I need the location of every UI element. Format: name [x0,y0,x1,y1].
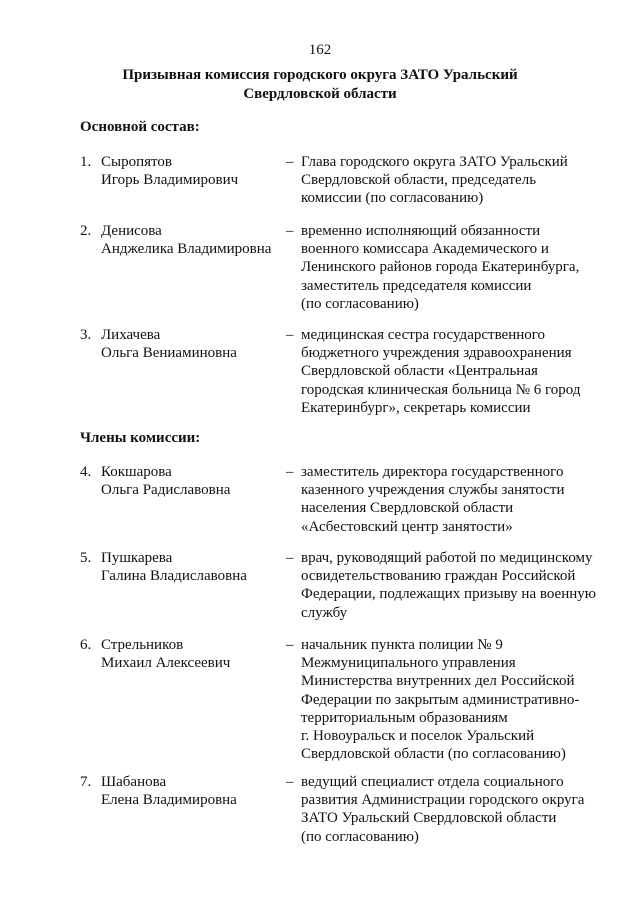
role-line: бюджетного учреждения здравоохранения [301,345,572,362]
dash-separator: – [286,327,294,343]
role-line: территориальным образованиям [301,709,508,726]
dash-separator: – [286,774,294,790]
member-given-names: Игорь Владимирович [101,172,239,189]
role-line: Свердловской области «Центральная [301,363,538,380]
dash-separator: – [286,550,294,566]
member-surname: Денисова [101,223,162,239]
role-line: комиссии (по согласованию) [301,190,484,207]
dash-separator: – [286,637,294,653]
document-title [0,66,640,104]
role-line: городская клиническая больница № 6 город [301,381,581,398]
role-line: службу [301,604,348,621]
role-line: Свердловской области (по согласованию) [301,746,566,763]
role-line: Глава городского округа ЗАТО Уральский [301,154,568,170]
section-heading-members: Члены комиссии: [80,430,201,446]
role-line: (по согласованию) [301,295,419,312]
dash-separator: – [286,154,294,170]
member-name [101,636,291,672]
role-line: Ленинского районов города Екатеринбурга, [301,259,580,276]
role-line: Министерства внутренних дел Российской [301,673,575,690]
role-line: начальник пункта полиции № 9 [301,637,503,653]
member-given-names: Елена Владимировна [101,792,237,809]
role-line: Межмуниципального управления [301,655,516,672]
member-role [301,549,621,622]
member-given-names: Михаил Алексеевич [101,655,231,672]
member-role [301,773,621,846]
member-role [301,153,621,208]
role-line: Федерации по закрытым административно- [301,691,580,708]
role-line: «Асбестовский центр занятости» [301,518,513,535]
role-line: врач, руководящий работой по медицинскому [301,550,593,566]
member-surname: Пушкарева [101,550,173,566]
role-line: военного комиссара Академического и [301,241,549,258]
member-number: 2. [80,223,92,239]
title-line-1: Призывная комиссия городского округа ЗАТО Уральский [122,67,518,83]
member-name [101,222,291,258]
role-line: населения Свердловской области [301,500,514,517]
member-surname: Сыропятов [101,154,172,170]
role-line: развития Администрации городского округа [301,792,585,809]
member-given-names: Анджелика Владимировна [101,241,272,258]
member-number: 5. [80,550,92,566]
member-number: 7. [80,774,92,790]
member-given-names: Галина Владиславовна [101,568,247,585]
member-surname: Шабанова [101,774,167,790]
role-line: заместитель директора государственного [301,464,564,480]
member-role [301,463,621,536]
role-line: ведущий специалист отдела социального [301,774,564,790]
role-line: освидетельствованию граждан Российской [301,568,576,585]
dash-separator: – [286,223,294,239]
role-line: Екатеринбург», секретарь комиссии [301,399,531,416]
member-surname: Лихачева [101,327,161,343]
title-line-2: Свердловской области [243,86,397,102]
dash-separator: – [286,464,294,480]
role-line: казенного учреждения службы занятости [301,482,565,499]
member-number: 3. [80,327,92,343]
member-number: 6. [80,637,92,653]
member-role [301,636,621,763]
member-name [101,549,291,585]
section-heading-main: Основной состав: [80,119,200,135]
member-surname: Кокшарова [101,464,172,480]
member-name [101,463,291,499]
role-line: ЗАТО Уральский Свердловской области [301,810,557,827]
member-number: 4. [80,464,92,480]
member-surname: Стрельников [101,637,184,653]
member-role [301,222,621,313]
role-line: временно исполняющий обязанности [301,223,541,239]
member-name [101,153,291,189]
member-given-names: Ольга Радиславовна [101,482,231,499]
role-line: г. Новоуральск и поселок Уральский [301,728,535,745]
page-number: 162 [308,42,332,58]
role-line: (по согласованию) [301,828,419,845]
role-line: Свердловской области, председатель [301,172,537,189]
member-name [101,326,291,362]
member-given-names: Ольга Вениаминовна [101,345,237,362]
member-name [101,773,291,809]
member-role [301,326,621,417]
role-line: Федерации, подлежащих призыву на военную [301,586,596,603]
role-line: заместитель председателя комиссии [301,277,532,294]
role-line: медицинская сестра государственного [301,327,546,343]
member-number: 1. [80,154,92,170]
